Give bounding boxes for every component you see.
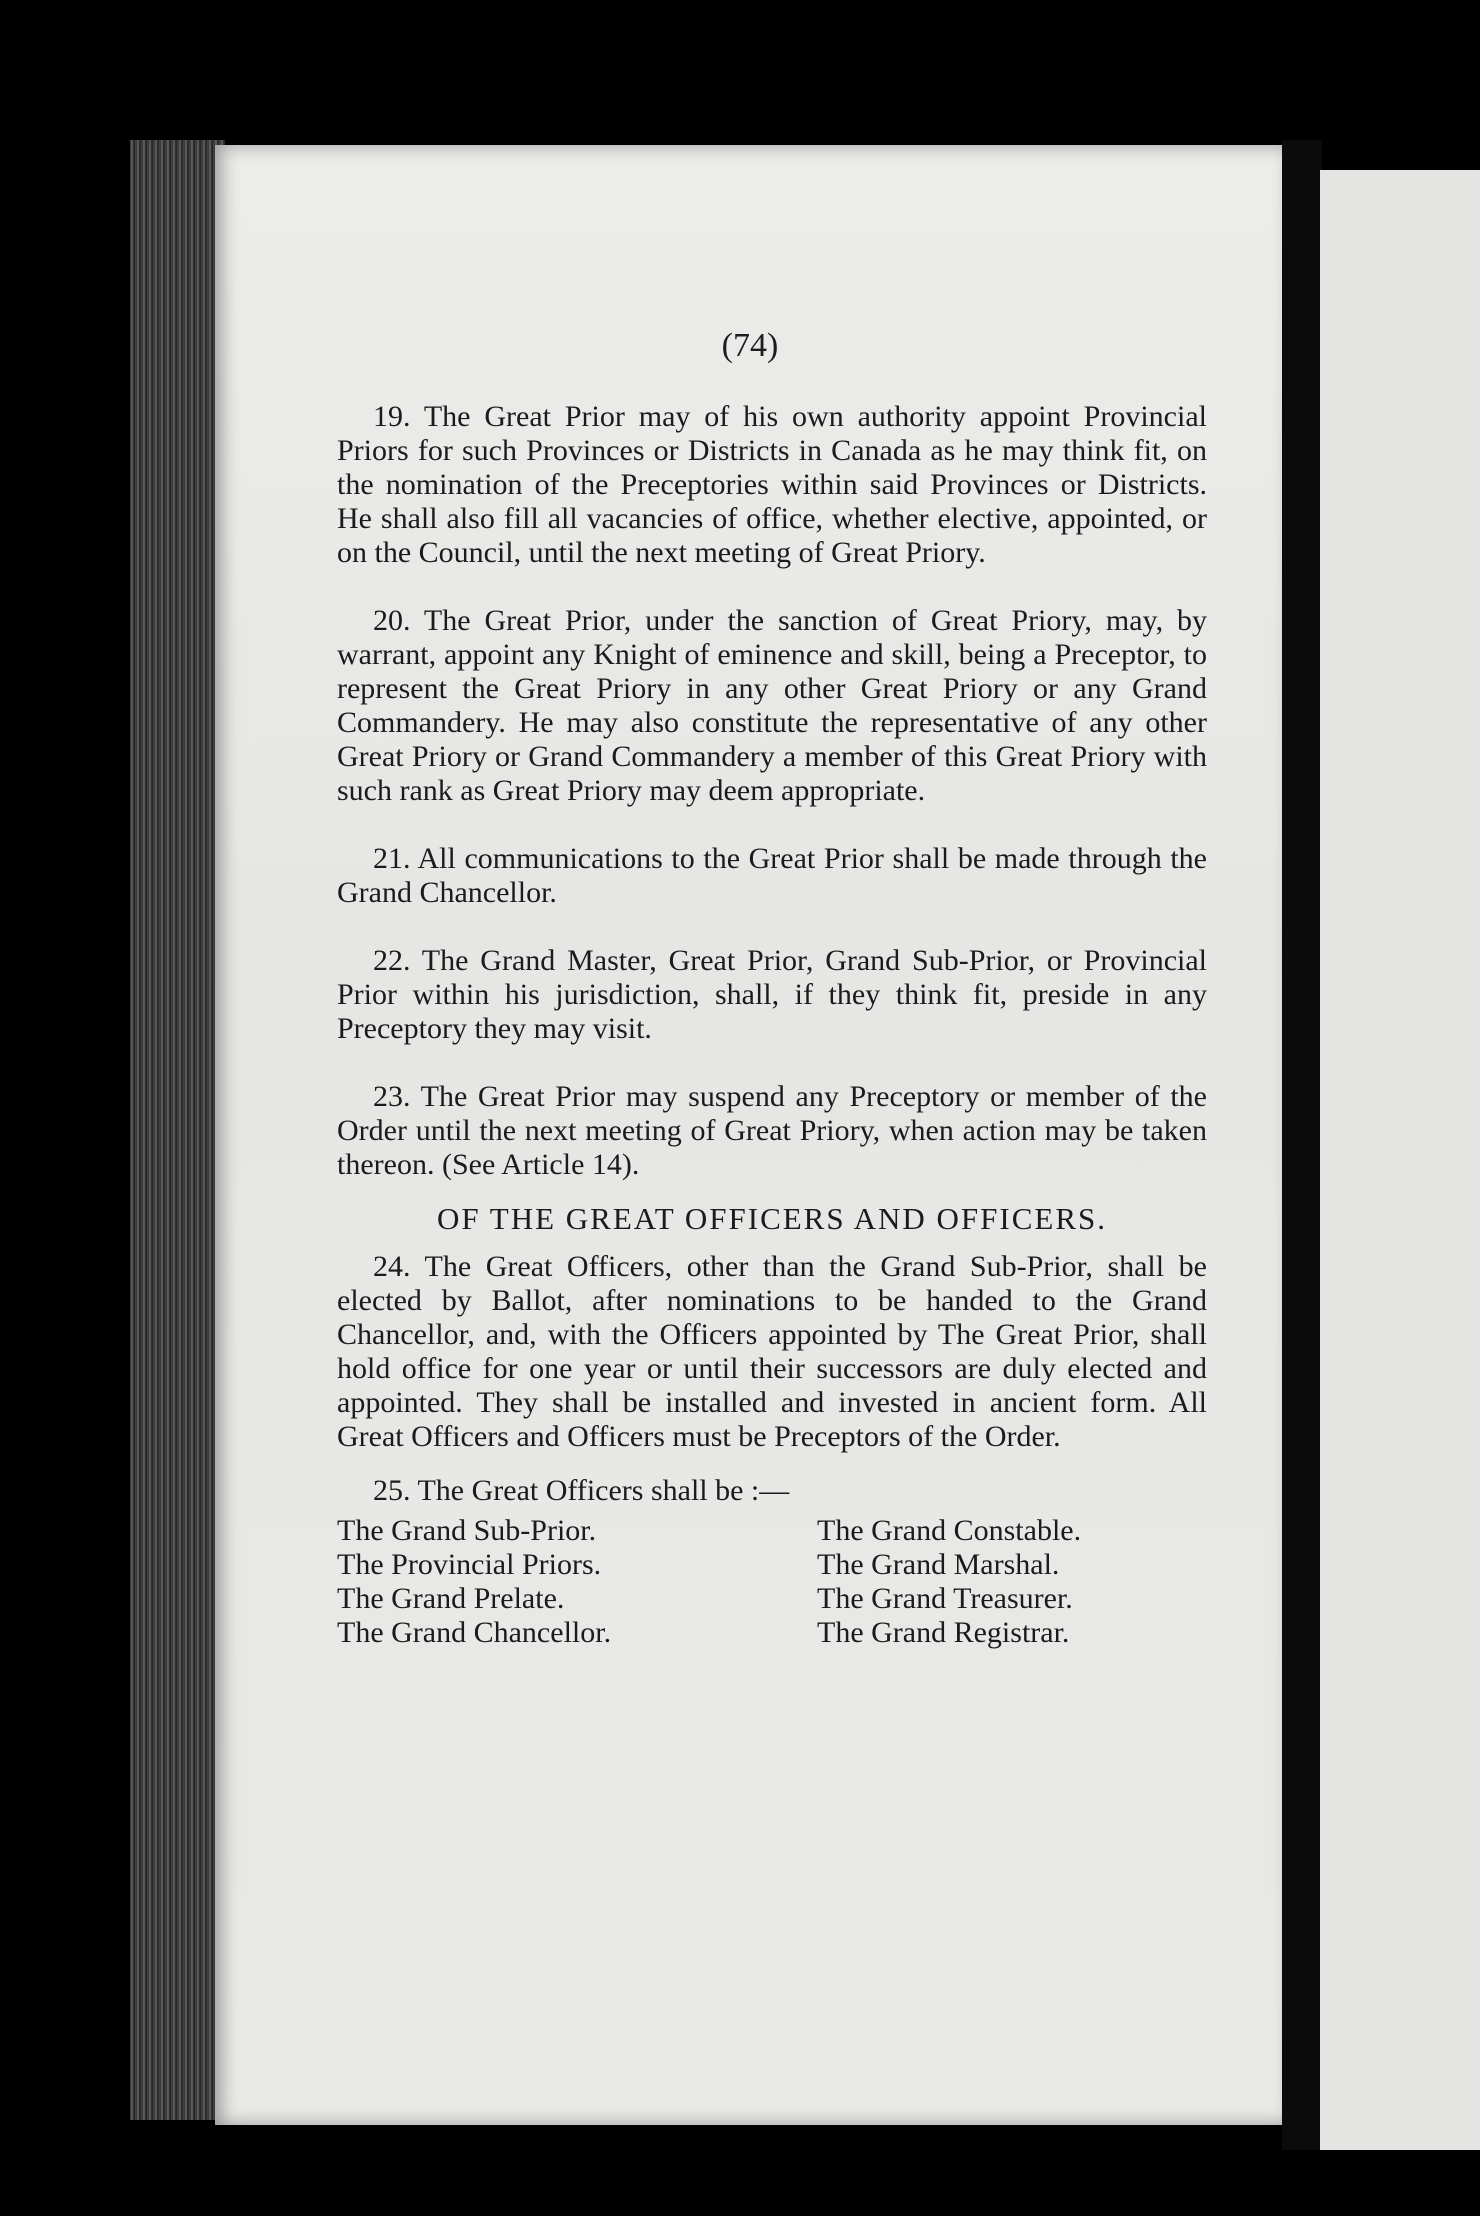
page-edges [130, 140, 225, 2120]
officer-item: The Provincial Priors. [337, 1548, 602, 1581]
article-23: 23. The Great Prior may suspend any Preceptory or member of the Order until the next meeting of Great Priory, when action may be taken thereon. (See Article 14). [337, 1080, 1207, 1181]
officer-item: The Grand Constable. [817, 1514, 1082, 1547]
article-19: 19. The Great Prior may of his own authority appoint Provincial Priors for such Provinces or Districts in Canada as he may think fit, on the nomination of the Preceptories within said Provinces or Districts. He shall also fill all vacancies of office, whether elective, appointed, or on the Council, until the next meeting of Great Priory. [337, 400, 1207, 569]
section-heading: OF THE GREAT OFFICERS AND OFFICERS. [436, 1201, 1108, 1236]
article-20: 20. The Great Prior, under the sanction of Great Priory, may, by warrant, appoint any Knight of eminence and skill, being a Preceptor, to represent the Great Priory in any other Great Priory or any Grand Commandery. He may also constitute the representative of any other Great Priory or Grand Commandery a member of this Great Priory with such rank as Great Priory may deem appropriate. [337, 604, 1207, 807]
article-21: 21. All communications to the Great Prior shall be made through the Grand Chancellor. [337, 842, 1207, 909]
officers-list [337, 1514, 1207, 1650]
page-number: (74) [721, 327, 779, 364]
officers-right-column [817, 1514, 1207, 1650]
left-page [215, 145, 1285, 2125]
officer-item: The Grand Prelate. [337, 1582, 565, 1615]
book-gutter [1282, 140, 1322, 2150]
article-22: 22. The Grand Master, Great Prior, Grand Sub-Prior, or Provincial Prior within his jurisdiction, shall, if they think fit, preside in any Preceptory they may visit. [337, 944, 1207, 1045]
officer-item: The Grand Treasurer. [817, 1582, 1073, 1615]
officer-item: The Grand Registrar. [817, 1616, 1070, 1649]
page-body [337, 400, 1207, 1650]
officers-left-column [337, 1514, 817, 1650]
officer-item: The Grand Chancellor. [337, 1616, 612, 1649]
article-25: 25. The Great Officers shall be :— [373, 1474, 790, 1507]
right-page [1320, 170, 1480, 2150]
officer-item: The Grand Sub-Prior. [337, 1514, 597, 1547]
officer-item: The Grand Marshal. [817, 1548, 1060, 1581]
article-24: 24. The Great Officers, other than the Grand Sub-Prior, shall be elected by Ballot, after nominations to be handed to the Grand Chancellor, and, with the Officers appointed by The Great Prior, shall hold office for one year or until their successors are duly elected and appointed. They shall be installed and invested in ancient form. All Great Officers and Officers must be Preceptors of the Order. [337, 1250, 1207, 1453]
